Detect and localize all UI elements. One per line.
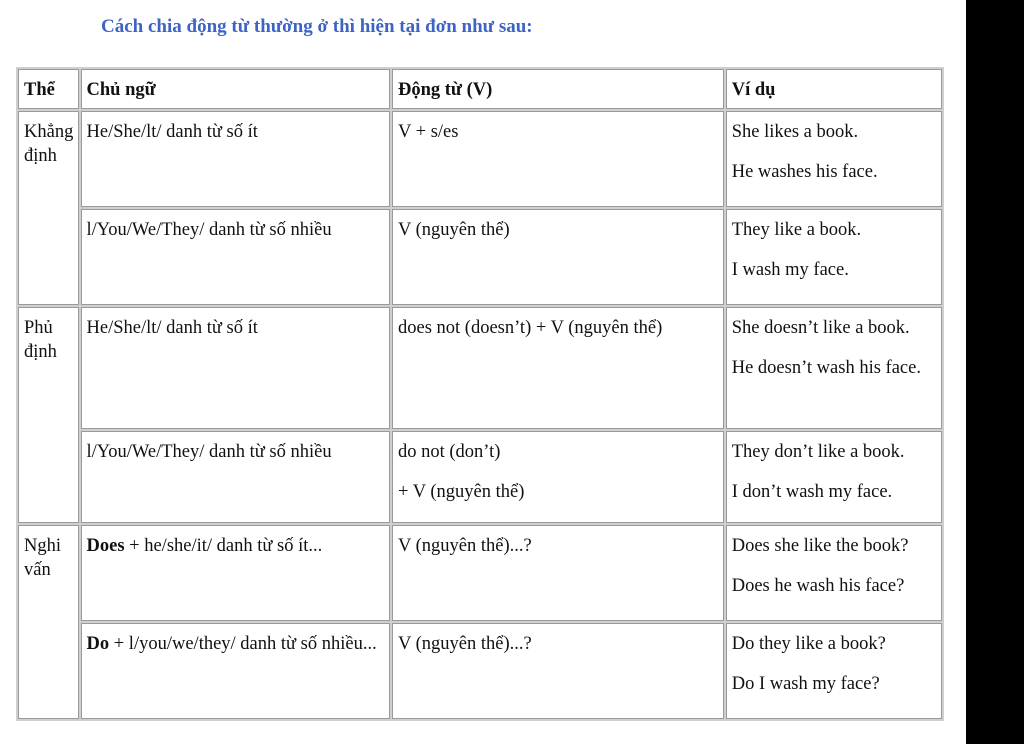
subject-cell: He/She/lt/ danh từ số ít xyxy=(81,111,392,209)
example-sentence: Do I wash my face? xyxy=(731,673,880,694)
verb-cell xyxy=(392,431,726,525)
example-sentence: They like a book. xyxy=(731,220,862,240)
example-cell xyxy=(726,307,944,431)
example-sentence: I wash my face. xyxy=(731,259,849,280)
header-the: Thể xyxy=(18,69,81,111)
subject-cell xyxy=(81,623,392,721)
subject-rest: + l/you/we/they/ danh từ số nhiều... xyxy=(109,634,377,654)
subject-rest: + he/she/it/ danh từ số ít... xyxy=(124,536,323,556)
subject-cell: He/She/lt/ danh từ số ít xyxy=(81,307,392,431)
verb-line: do not (don’t) xyxy=(397,442,501,462)
example-cell xyxy=(726,111,944,209)
header-chu-ngu: Chủ ngữ xyxy=(81,69,392,111)
header-vi-du: Ví dụ xyxy=(726,69,944,111)
table-row xyxy=(18,525,944,623)
example-sentence: He washes his face. xyxy=(731,161,878,182)
example-sentence: She doesn’t like a book. xyxy=(731,318,910,338)
example-cell xyxy=(726,209,944,307)
conjugation-table xyxy=(16,67,944,721)
verb-cell: does not (doesn’t) + V (nguyên thể) xyxy=(392,307,726,431)
table-row xyxy=(18,307,944,431)
example-sentence: Do they like a book? xyxy=(731,634,886,654)
verb-cell: V (nguyên thể) xyxy=(392,209,726,307)
table-row xyxy=(18,209,944,307)
subject-cell xyxy=(81,525,392,623)
table-row xyxy=(18,431,944,525)
example-sentence: She likes a book. xyxy=(731,122,859,142)
group-phu-dinh: Phủ định xyxy=(18,307,81,525)
example-sentence: Does she like the book? xyxy=(731,536,909,556)
example-sentence: They don’t like a book. xyxy=(731,442,905,462)
subject-cell: l/You/We/They/ danh từ số nhiều xyxy=(81,431,392,525)
verb-cell: V (nguyên thể)...? xyxy=(392,623,726,721)
subject-keyword: Does xyxy=(86,536,125,556)
table-row xyxy=(18,111,944,209)
header-dong-tu: Động từ (V) xyxy=(392,69,726,111)
group-nghi-van: Nghi vấn xyxy=(18,525,81,721)
example-sentence: He doesn’t wash his face. xyxy=(731,357,921,378)
subject-cell: l/You/We/They/ danh từ số nhiều xyxy=(81,209,392,307)
verb-line: + V (nguyên thể) xyxy=(397,481,525,502)
example-sentence: I don’t wash my face. xyxy=(731,481,893,502)
subject-keyword: Do xyxy=(86,634,110,654)
verb-cell: V + s/es xyxy=(392,111,726,209)
black-side-bar xyxy=(966,0,1024,744)
group-khang-dinh: Khẳng định xyxy=(18,111,81,307)
page-title: Cách chia động từ thường ở thì hiện tại đơn như sau: xyxy=(101,16,533,37)
verb-cell: V (nguyên thể)...? xyxy=(392,525,726,623)
example-cell xyxy=(726,525,944,623)
example-sentence: Does he wash his face? xyxy=(731,575,905,596)
table-header-row xyxy=(18,69,944,111)
table-row xyxy=(18,623,944,721)
example-cell xyxy=(726,431,944,525)
example-cell xyxy=(726,623,944,721)
